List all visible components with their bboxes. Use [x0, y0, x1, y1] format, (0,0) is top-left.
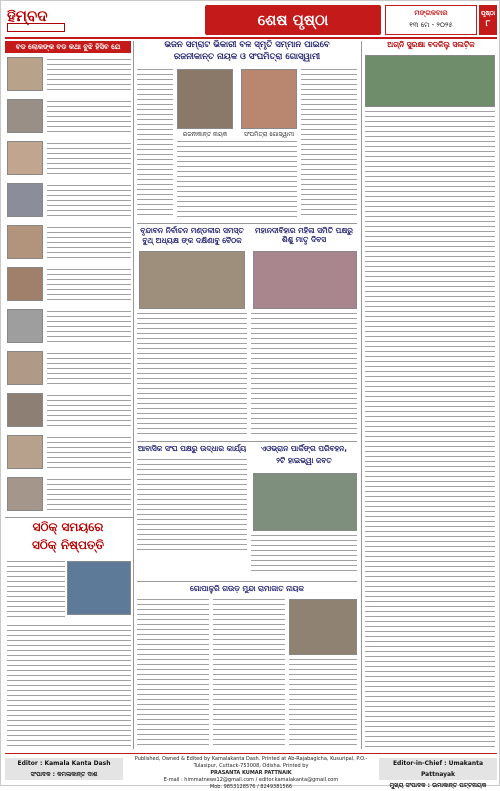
portrait-photo [7, 57, 43, 91]
text-block [251, 313, 357, 437]
chief-editor-odia: ମୁଖ୍ୟ ସଂପାଦକ : ଉମାକାନ୍ତ ପଟ୍ଟନାୟକ [389, 782, 487, 789]
text-block [47, 437, 131, 471]
column-divider [361, 41, 362, 749]
lead-headline-1: ଭଜନ ସମ୍ରାଟ ଭିକାରୀ ବଳ ସ୍ମୃତି ସମ୍ମାନ ପାଇବେ [164, 40, 330, 50]
imprint-email: E-mail : himmatnews12@gmail.com / editor.kamalakanta@gmail.com [163, 777, 339, 783]
left-column-banner: ବଡ ଲୋକଙ୍କ ବଡ କଥା ବୁଝି ହିସିବ ଯେ [5, 41, 131, 53]
imprint-line [127, 756, 375, 791]
photo-caption: ରଜନୀକାନ୍ତ ନାୟକ [182, 131, 228, 138]
date-label: ୧୩ ମେ - ୨୦୨୫ [409, 21, 453, 29]
text-block [251, 535, 357, 575]
portrait-photo [7, 183, 43, 217]
text-block [47, 353, 131, 387]
text-block [137, 69, 173, 219]
text-block [47, 479, 131, 513]
story6-headline: ଗୋପାଳୁରି ଗଉଡ଼ ମୁନ୍ଦା ରାମାଜାତ ନାୟକ [190, 584, 304, 593]
text-block [289, 659, 357, 749]
story4-headline: ଆବାସିକ ସଂଘ ପକ୍ଷରୁ ଉଦ୍ଧାର କାର୍ଯ୍ୟ [137, 444, 247, 453]
story2-headline-1: ବୃନ୍ଦାବନ ନିର୍ବାଚନ ମଣ୍ଡଳୀର ସମସ୍ତ [140, 226, 244, 235]
text-block [47, 185, 131, 219]
text-block [47, 395, 131, 429]
section-title: ଶେଷ ପୃଷ୍ଠା [205, 5, 381, 35]
photo-caption: ସଂଘମିତ୍ରା ଗୋସ୍ୱାମୀ [243, 131, 295, 138]
logo-underline [7, 23, 65, 32]
portrait-photo [7, 351, 43, 385]
text-block [7, 561, 65, 621]
story3-headline: ମହାନଦୀବିହାର ମହିଳା ସମିତି ପକ୍ଷରୁ ଶିଶୁ ମାତୃ ଦିବସ [255, 226, 353, 244]
text-block [47, 59, 131, 93]
chief-editor-label: Editor-in-Chief : Umakanta Pattnayak [392, 760, 484, 778]
portrait-photo [7, 267, 43, 301]
text-block [47, 227, 131, 261]
text-block [47, 143, 131, 177]
text-block [177, 141, 297, 219]
text-block [137, 313, 247, 437]
portrait-photo [7, 393, 43, 427]
portrait-photo [177, 69, 233, 129]
text-block [301, 69, 357, 219]
text-block [47, 269, 131, 303]
page-label: ପୃଷ୍ଠା [480, 10, 496, 17]
news-photo [253, 251, 357, 309]
day-label: ମଙ୍ଗଳବାର [414, 9, 448, 17]
section-divider [137, 441, 357, 442]
left-bottom-headline-2: ସଠିକ୍ ନିଷ୍ପତ୍ତି [31, 538, 105, 552]
text-block [7, 625, 131, 749]
portrait-photo [7, 477, 43, 511]
editor-odia: ସଂପାଦକ : କମଳାକାନ୍ତ ଦାଶ [30, 771, 98, 778]
section-divider [137, 223, 357, 224]
news-photo [139, 251, 245, 309]
text-block [47, 101, 131, 135]
news-photo [289, 599, 357, 655]
editor-label: Editor : Kamala Kanta Dash [17, 760, 111, 767]
text-block [213, 599, 285, 749]
text-block [137, 599, 209, 749]
story5-headline-1: ଏଓଭ୍ରାନ ପାର୍କିଙ୍ଗ ପରିବହନ, [260, 444, 348, 453]
text-block [365, 111, 495, 749]
header-rule [5, 37, 497, 39]
text-block [47, 311, 131, 345]
section-divider [5, 517, 133, 518]
page-number: ୮ [485, 19, 491, 29]
news-photo [253, 473, 357, 531]
portrait-photo [7, 225, 43, 259]
portrait-photo [7, 309, 43, 343]
imprint-line-1: Published, Owned & Edited by Kamalakanta Dash. Printed at Ab-Rajabagicha, Kusuripal, P.O.- Tulasipur, Cuttack-753008, Odisha. Printed by [134, 756, 368, 769]
footer [5, 753, 497, 790]
left-bottom-headline-1: ସଠିକ୍ ସମୟରେ [32, 520, 104, 534]
chief-editor-box [379, 758, 497, 789]
page-number-box [479, 5, 497, 35]
date-box [385, 5, 477, 35]
column-divider [133, 41, 134, 749]
story5-headline-2: ୨ଟି ହାଇଭ୍ୱା ଜବତ [276, 456, 332, 465]
portrait-photo [7, 99, 43, 133]
news-photo [365, 55, 495, 107]
news-photo [67, 561, 131, 615]
newspaper-logo: ହିମ୍ବଦ [7, 7, 48, 25]
lead-headline-2: ରଜନୀକାନ୍ତ ନାୟକ ଓ ସଂଘମିତ୍ରା ଗୋସ୍ୱାମୀ [173, 52, 321, 62]
text-block [137, 459, 247, 551]
right-headline: ଅଗ୍ନି ସୁରକ୍ଷା ବଦଳିଲୁ ସଲଟ଼ିକ [387, 40, 475, 49]
portrait-photo [241, 69, 297, 129]
editor-box [5, 758, 123, 780]
imprint-line-2: PRASANTA KUMAR PATTNAIK [210, 770, 292, 776]
imprint-phone: Mob. 9853128576 / 8249381566 [209, 784, 293, 790]
portrait-photo [7, 435, 43, 469]
masthead [5, 5, 497, 35]
story2-headline-2: ବୁଥ୍ ଅଧ୍ୟକ୍ଷ ଙ୍କ ଦକ୍ଷିଣାବୁ ବୈଠକ [142, 236, 242, 245]
portrait-photo [7, 141, 43, 175]
section-divider [137, 581, 357, 582]
